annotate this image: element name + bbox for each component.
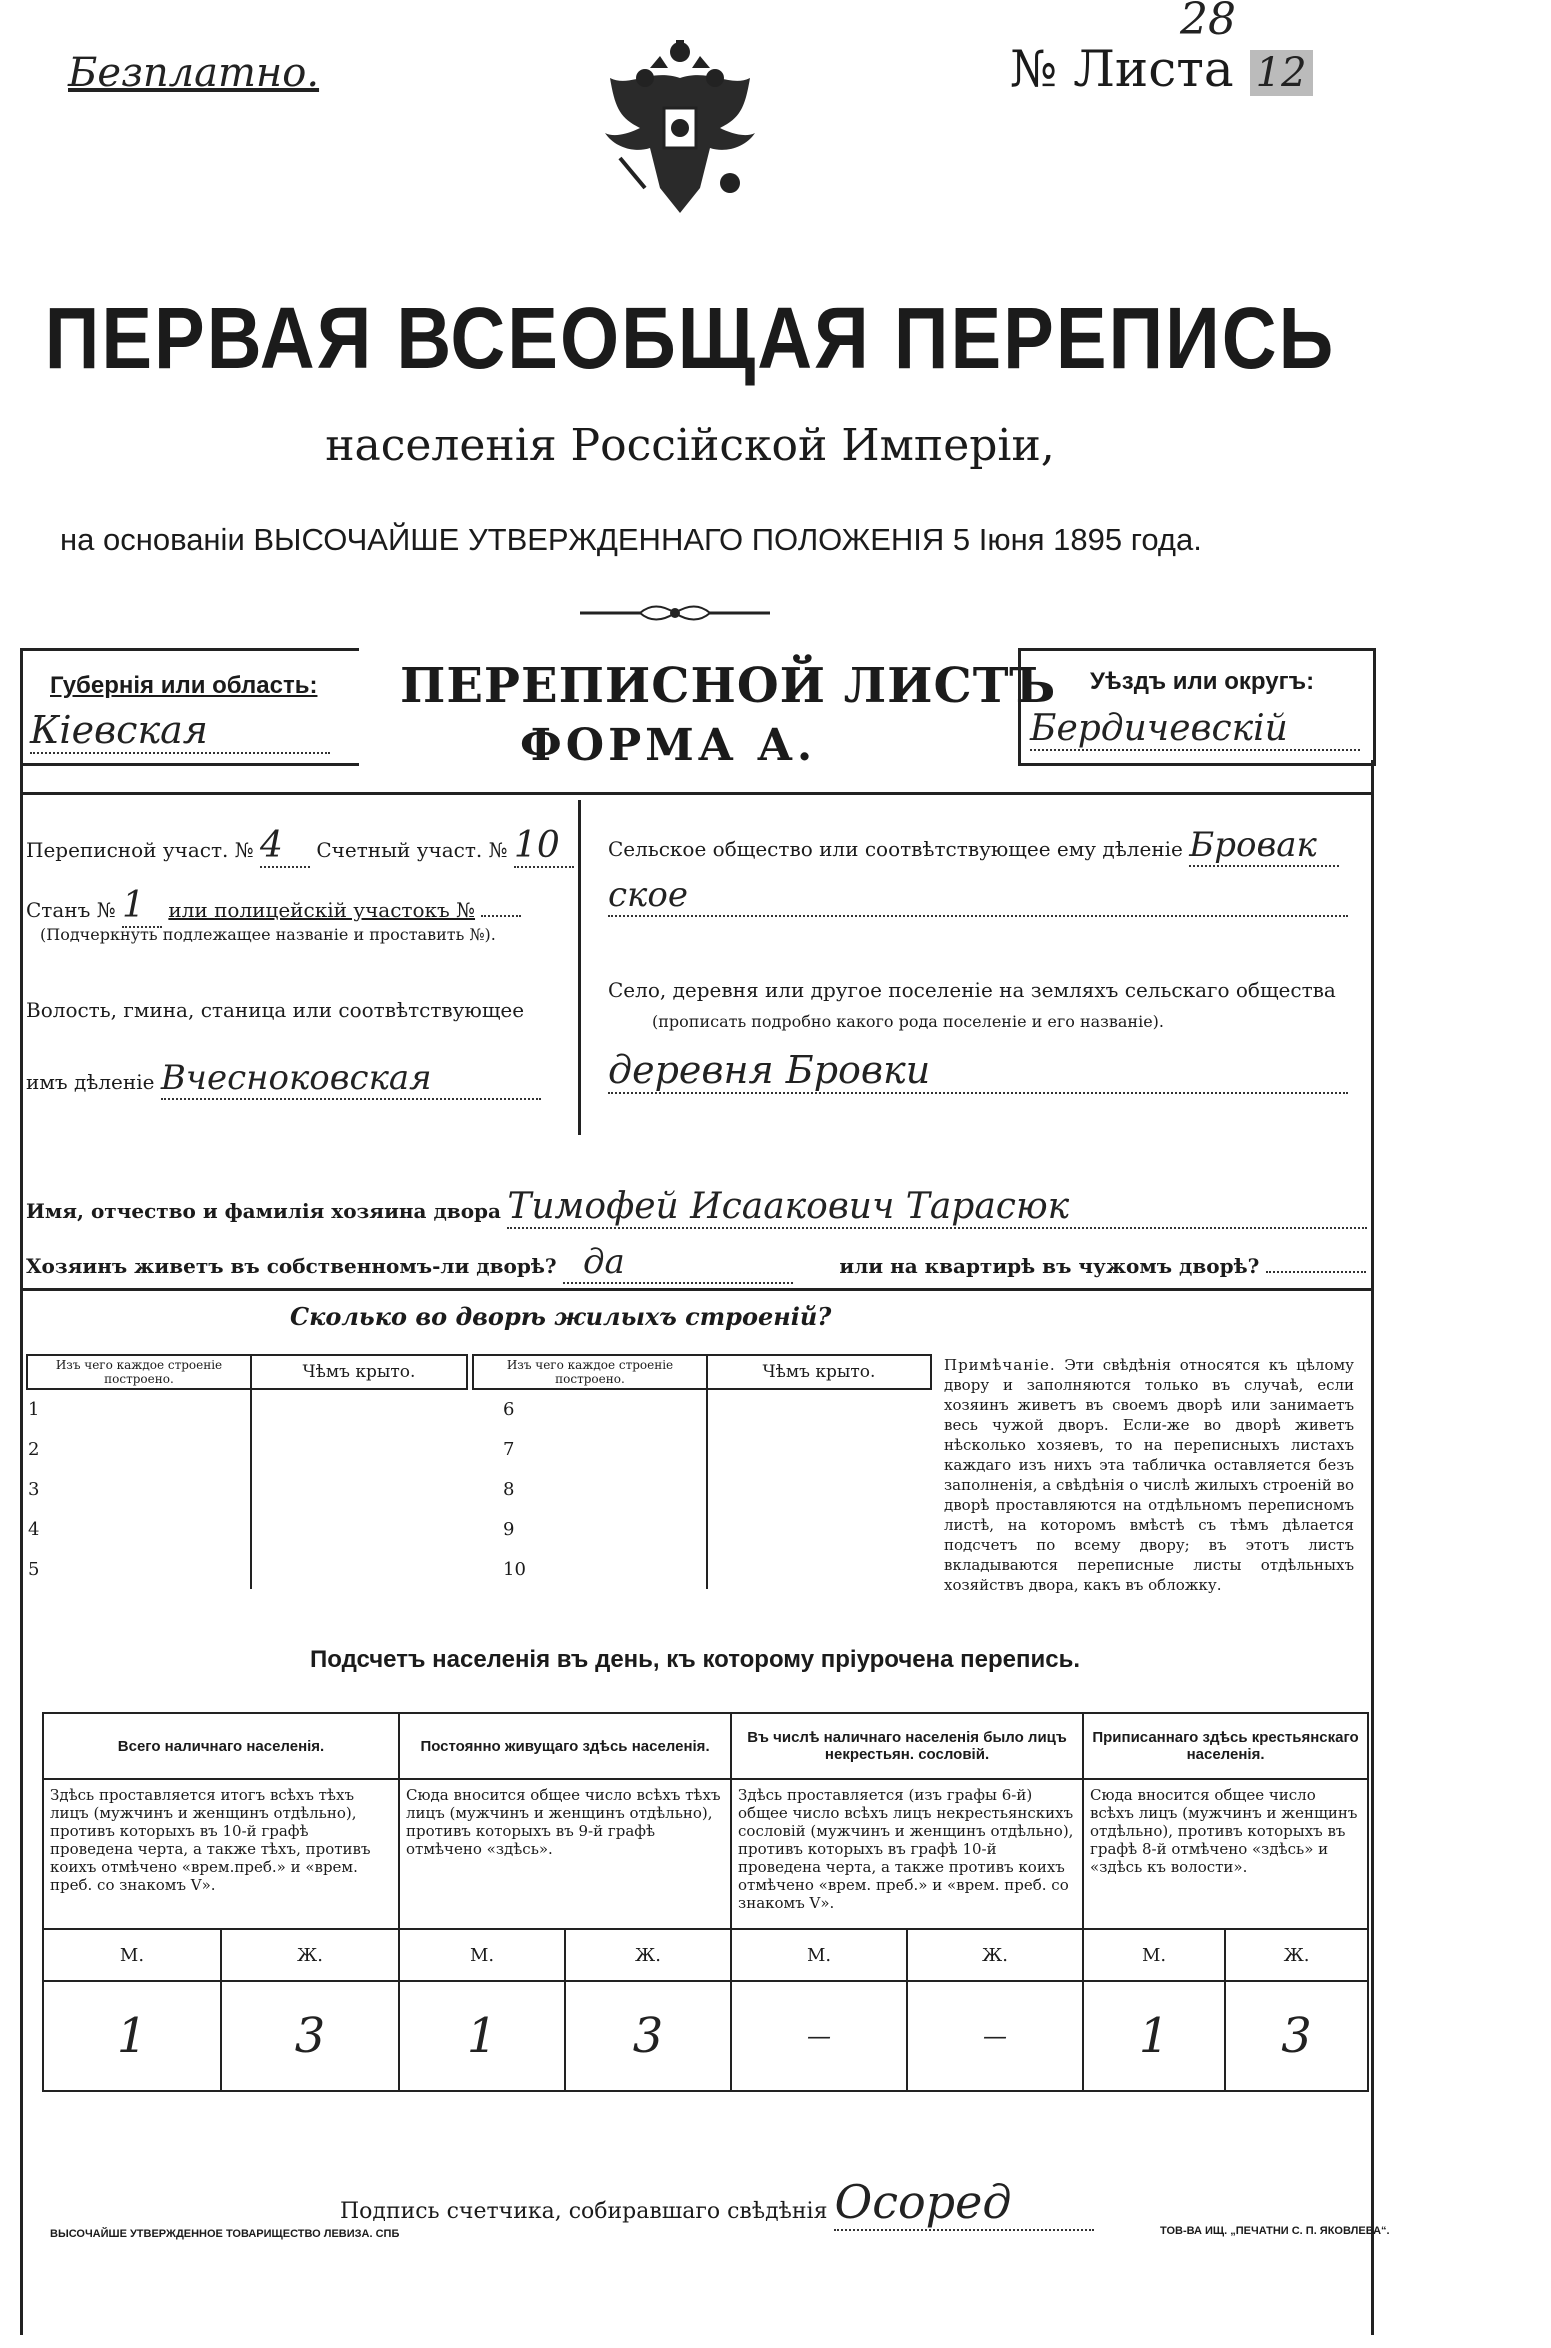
permanent-female: 3	[565, 1981, 731, 2091]
stan-row	[26, 885, 521, 928]
buildings-table-right	[472, 1354, 932, 1589]
buildings-note	[944, 1355, 1354, 1595]
village-label: Село, деревня или другое поселеніе на земляхъ сельскаго общества	[608, 978, 1336, 1002]
owner-lives-value: да	[563, 1242, 793, 1284]
sheet-title: ПЕРЕПИСНОЙ ЛИСТЪ	[400, 658, 1057, 714]
printer-right: ТОВ-ВА ИЩ. „ПЕЧАТНИ С. П. ЯКОВЛЕВА“.	[1160, 2225, 1390, 2237]
f-label: Ж.	[221, 1929, 399, 1981]
stan-label: Станъ №	[26, 898, 116, 922]
col-roof: Чѣмъ крыто.	[707, 1355, 931, 1389]
m-label: М.	[43, 1929, 221, 1981]
count-section-value: 10	[514, 825, 574, 868]
col-roof: Чѣмъ крыто.	[251, 1355, 467, 1389]
signature: Осоред	[834, 2175, 1094, 2231]
corner-number: 28	[1180, 0, 1236, 45]
f-label: Ж.	[907, 1929, 1083, 1981]
population-table	[42, 1712, 1369, 2092]
signature-label: Подпись счетчика, собиравшаго свѣдѣнія	[340, 2199, 828, 2224]
sheet-label: № Листа	[1010, 40, 1234, 98]
province-value: Кіевская	[30, 708, 330, 754]
buildings-title: Сколько во дворѣ жилыхъ строеній?	[290, 1302, 832, 1331]
nonpeasant-female: —	[907, 1981, 1083, 2091]
ornament-divider-icon	[580, 600, 770, 626]
col-material: Изъ чего каждое строеніе построено.	[473, 1355, 707, 1389]
volost-value: Вчесноковская	[161, 1058, 541, 1100]
owner-name-value: Тимофей Исаакович Тарасюк	[507, 1186, 1367, 1229]
building-row-num: 9	[503, 1518, 515, 1540]
census-section-row	[26, 825, 574, 868]
owner-lives-row	[26, 1242, 1366, 1284]
page-title: ПЕРВАЯ ВСЕОБЩАЯ ПЕРЕПИСЬ	[44, 289, 1336, 388]
printer-left: ВЫСОЧАЙШЕ УТВЕРЖДЕННОЕ ТОВАРИЩЕСТВО ЛЕВИЗА. СПБ	[50, 2228, 400, 2240]
f-label: Ж.	[1225, 1929, 1368, 1981]
total-male: 1	[43, 1981, 221, 2091]
volost-row	[26, 1058, 541, 1100]
col-desc-total: Здѣсь проставляется итогъ всѣхъ тѣхъ лицъ (мужчинъ и женщинъ отдѣльно), противъ которыхъ въ 10-й графѣ проведена черта, а также тѣхъ, противъ коихъ отмѣчено «врем.преб.» и «врем. преб. со знакомъ V».	[43, 1779, 399, 1929]
total-female: 3	[221, 1981, 399, 2091]
owner-name-row	[26, 1186, 1367, 1229]
underline-note: (Подчеркнуть подлежащее названіе и проставить №).	[40, 925, 496, 944]
page-subtitle: населенія Россійской Имперіи,	[325, 420, 1055, 471]
col-header-permanent: Постоянно живущаго здѣсь населенія.	[399, 1713, 731, 1779]
society-label: Сельское общество или соотвѣтствующее ему дѣленіе	[608, 837, 1183, 861]
police-label: или полицейскій участокъ №	[168, 898, 476, 922]
sheet-number-block	[1010, 40, 1313, 98]
col-header-nonpeasant: Въ числѣ наличнаго населенія было лицъ некрестьян. сословій.	[731, 1713, 1083, 1779]
owner-lives-label: Хозяинъ живетъ въ собственномъ-ли дворѣ?	[26, 1254, 557, 1278]
nonpeasant-male: —	[731, 1981, 907, 2091]
col-desc-nonpeasant: Здѣсь проставляется (изъ графы 6-й) общее число всѣхъ лицъ некрестьянскихъ сословій (мужчинъ и женщинъ отдѣльно), противъ которыхъ въ графѣ 10-й проведена черта, а также противъ коихъ отмѣчено «врем. преб.» и «врем. преб. со знакомъ V».	[731, 1779, 1083, 1929]
m-label: М.	[399, 1929, 565, 1981]
owner-apartment-label: или на квартирѣ въ чужомъ дворѣ?	[839, 1254, 1260, 1278]
society-value-2: ское	[608, 875, 1348, 917]
building-row-num: 2	[28, 1438, 40, 1460]
building-row-num: 1	[28, 1399, 40, 1420]
count-title: Подсчетъ населенія въ день, къ которому пріурочена перепись.	[310, 1646, 1080, 1673]
m-label: М.	[731, 1929, 907, 1981]
owner-name-label: Имя, отчество и фамилія хозяина двора	[26, 1199, 501, 1223]
building-row-num: 7	[503, 1438, 515, 1460]
volost-label: Волость, гмина, станица или соотвѣтствующее	[26, 998, 525, 1022]
building-row-num: 10	[503, 1558, 526, 1580]
building-row-num: 3	[28, 1478, 40, 1500]
count-section-label: Счетный участ. №	[316, 838, 508, 862]
peasant-male: 1	[1083, 1981, 1225, 2091]
m-label: М.	[1083, 1929, 1225, 1981]
basis-line: на основаніи ВЫСОЧАЙШЕ УТВЕРЖДЕННАГО ПОЛОЖЕНІЯ 5 Іюня 1895 года.	[60, 522, 1202, 557]
permanent-male: 1	[399, 1981, 565, 2091]
signature-row	[340, 2175, 1094, 2231]
f-label: Ж.	[565, 1929, 731, 1981]
sheet-number: 12	[1250, 50, 1313, 96]
eagle-emblem-icon	[590, 38, 770, 228]
building-row-num: 6	[503, 1399, 515, 1420]
buildings-note-text: Эти свѣдѣнія относятся къ цѣлому двору и заполняются только въ случаѣ, если хозяинъ живетъ въ своемъ дворѣ или занимаетъ весь чужой дворъ. Если-же во дворѣ живетъ нѣсколько хозяевъ, то на переписныхъ листахъ каждаго изъ нихъ эта табличка оставляется безъ заполненія, а свѣдѣнія о числѣ жилыхъ строеній во дворѣ проставляются на отдѣльномъ переписномъ листѣ, на которомъ вмѣстѣ съ тѣмъ дѣлается подсчетъ по всему двору; въ этотъ листъ вкладываются переписные листы отдѣльныхъ хозяйствъ двора, какъ въ обложку.	[944, 1356, 1354, 1594]
building-row-num: 8	[503, 1478, 515, 1500]
col-desc-permanent: Сюда вносится общее число всѣхъ тѣхъ лицъ (мужчинъ и женщинъ отдѣльно), противъ которыхъ въ 9-й графѣ отмѣчено «здѣсь».	[399, 1779, 731, 1929]
census-section-value: 4	[260, 825, 310, 868]
stan-value: 1	[122, 885, 162, 928]
society-value: Бровак	[1189, 825, 1339, 867]
province-label: Губернія или область:	[50, 672, 318, 699]
peasant-female: 3	[1225, 1981, 1368, 2091]
district-value: Бердичевскій	[1030, 708, 1360, 751]
volost-label-2: имъ дѣленіе	[26, 1070, 155, 1094]
col-header-peasant: Приписаннаго здѣсь крестьянскаго населенія.	[1083, 1713, 1368, 1779]
building-row-num: 4	[28, 1518, 40, 1540]
society-row	[608, 825, 1339, 867]
building-row-num: 5	[28, 1558, 40, 1580]
col-material: Изъ чего каждое строеніе построено.	[27, 1355, 251, 1389]
col-header-total: Всего наличнаго населенія.	[43, 1713, 399, 1779]
buildings-table-left	[26, 1354, 468, 1589]
col-desc-peasant: Сюда вносится общее число всѣхъ лицъ (мужчинъ и женщинъ отдѣльно), противъ которыхъ въ графѣ 8-й отмѣчено «здѣсь» и «здѣсь къ волости».	[1083, 1779, 1368, 1929]
village-value: деревня Бровки	[608, 1048, 1348, 1094]
census-section-label: Переписной участ. №	[26, 838, 254, 862]
form-name: ФОРМА А.	[520, 720, 817, 771]
village-note: (прописать подробно какого рода поселеніе и его названіе).	[652, 1012, 1164, 1031]
free-label: Безплатно.	[68, 50, 320, 96]
district-label: Уѣздъ или округъ:	[1090, 668, 1315, 695]
buildings-note-title: Примѣчаніе.	[944, 1356, 1056, 1374]
